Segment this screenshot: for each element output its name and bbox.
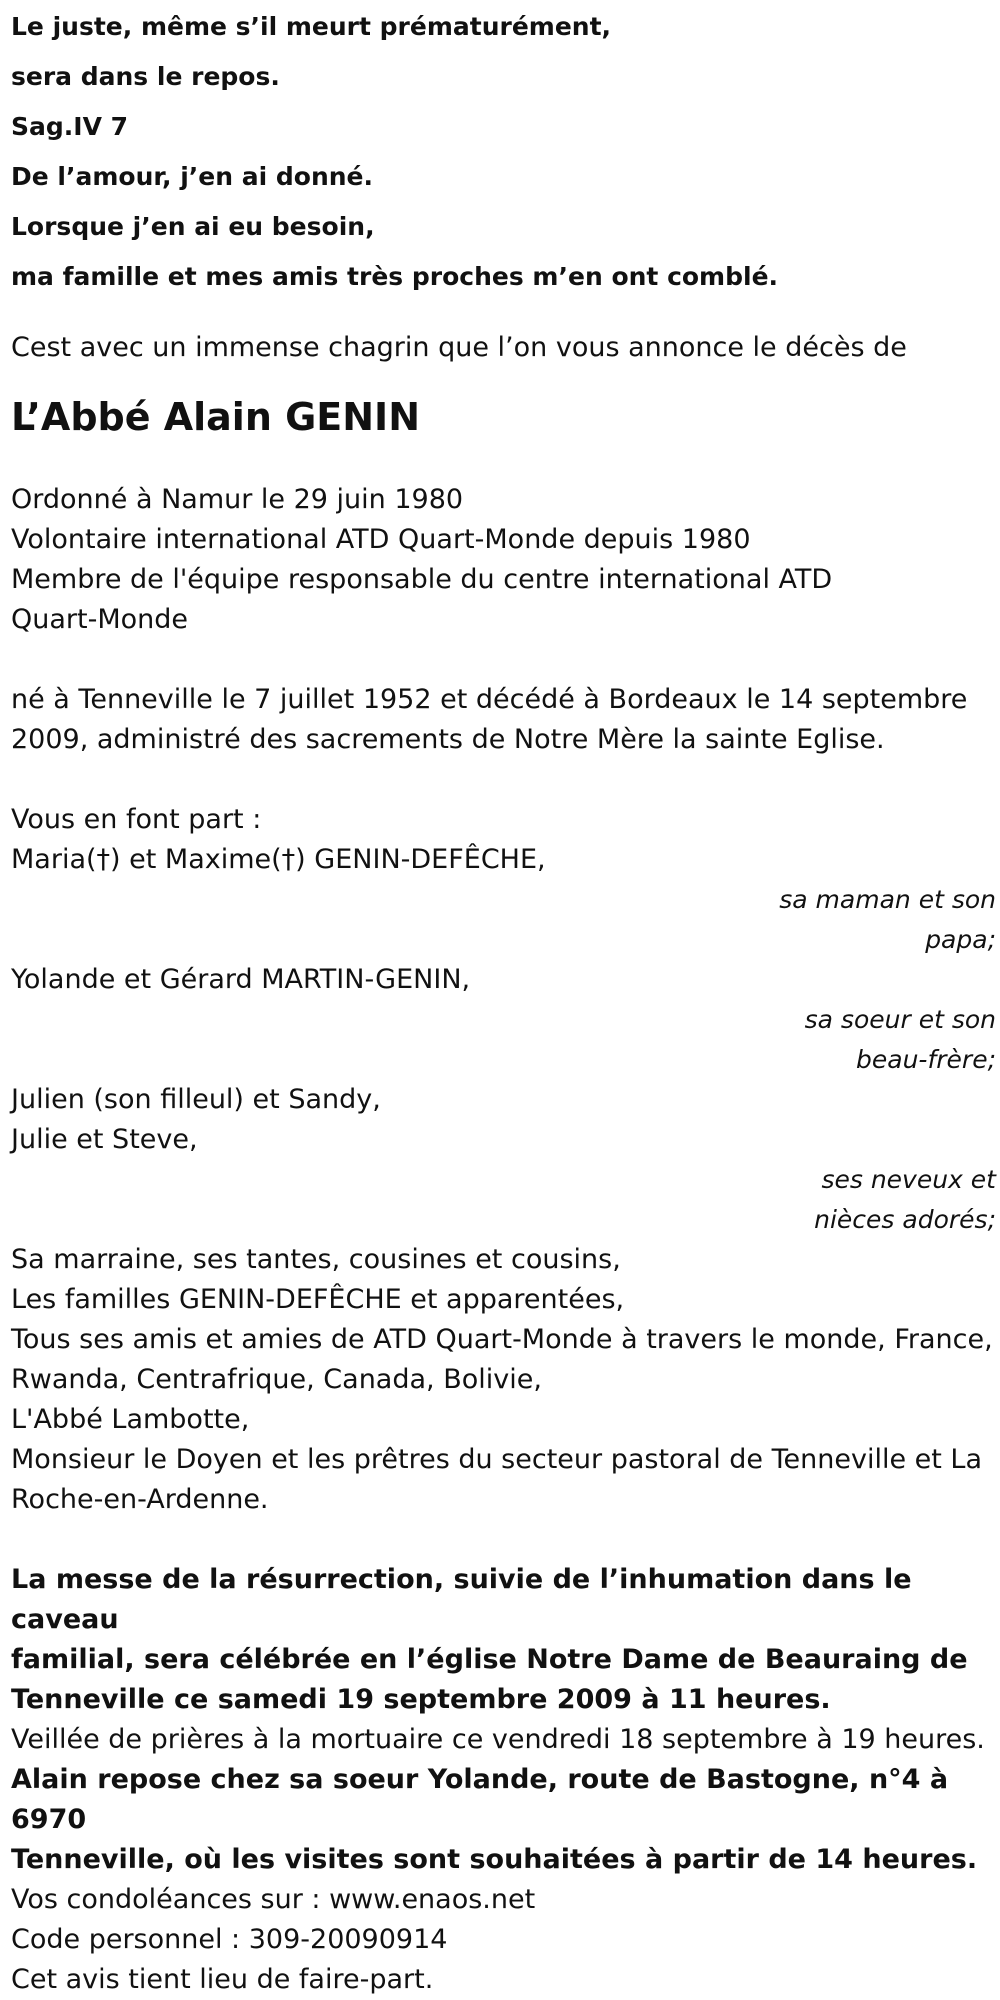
obituary-notice bbox=[11, 0, 996, 2000]
titles-section bbox=[11, 480, 996, 640]
others-line: Les familles GENIN-DEFÊCHE et apparentées, bbox=[11, 1284, 625, 1315]
announcers-heading: Vous en font part : bbox=[11, 804, 262, 835]
family-parents: Maria(†) et Maxime(†) GENIN-DEFÊCHE, bbox=[11, 844, 546, 875]
others-line: Monsieur le Doyen et les prêtres du secteur pastoral de Tenneville et La bbox=[11, 1444, 983, 1475]
family-nephew: Julien (son filleul) et Sandy, bbox=[11, 1084, 381, 1115]
announcement-intro: Cest avec un immense chagrin que l’on vous annonce le décès de bbox=[11, 332, 907, 363]
birth-death-line: né à Tenneville le 7 juillet 1952 et décédé à Bordeaux le 14 septembre bbox=[11, 684, 968, 715]
vigil-line: Veillée de prières à la mortuaire ce vendredi 18 septembre à 19 heures. bbox=[11, 1724, 985, 1755]
others-line: L'Abbé Lambotte, bbox=[11, 1404, 250, 1435]
funeral-section bbox=[11, 1560, 996, 2000]
faire-part-line: Cet avis tient lieu de faire-part. bbox=[11, 1964, 434, 1995]
verse-line: ma famille et mes amis très proches m’en ont comblé. bbox=[11, 262, 779, 291]
title-line: Volontaire international ATD Quart-Monde depuis 1980 bbox=[11, 524, 751, 555]
verse-line: Sag.IV 7 bbox=[11, 112, 129, 141]
verse-line: Lorsque j’en ai eu besoin, bbox=[11, 212, 375, 241]
mass-line: Tenneville ce samedi 19 septembre 2009 à 11 heures. bbox=[11, 1684, 831, 1715]
relation-parents: sa maman et son bbox=[779, 885, 996, 914]
others-line: Sa marraine, ses tantes, cousines et cousins, bbox=[11, 1244, 621, 1275]
verse-line: Le juste, même s’il meurt prématurément, bbox=[11, 12, 612, 41]
condolences-line: Vos condoléances sur : www.enaos.net bbox=[11, 1884, 536, 1915]
personal-code-line: Code personnel : 309-20090914 bbox=[11, 1924, 448, 1955]
relation-parents: papa; bbox=[925, 925, 996, 954]
family-section bbox=[11, 800, 996, 1520]
others-line: Rwanda, Centrafrique, Canada, Bolivie, bbox=[11, 1364, 542, 1395]
relation-nephews: nièces adorés; bbox=[814, 1205, 996, 1234]
title-line: Quart-Monde bbox=[11, 604, 189, 635]
opening-verse bbox=[11, 2, 996, 302]
mass-line: familial, sera célébrée en l’église Notre Dame de Beauraing de bbox=[11, 1644, 968, 1675]
mass-line: La messe de la résurrection, suivie de l’inhumation dans le caveau bbox=[11, 1564, 912, 1635]
title-line: Ordonné à Namur le 29 juin 1980 bbox=[11, 484, 464, 515]
title-line: Membre de l'équipe responsable du centre international ATD bbox=[11, 564, 833, 595]
deceased-name: L’Abbé Alain GENIN bbox=[11, 395, 421, 439]
visit-line: Tenneville, où les visites sont souhaitées à partir de 14 heures. bbox=[11, 1844, 978, 1875]
family-sister: Yolande et Gérard MARTIN-GENIN, bbox=[11, 964, 471, 995]
verse-line: sera dans le repos. bbox=[11, 62, 280, 91]
birth-death-line: 2009, administré des sacrements de Notre Mère la sainte Eglise. bbox=[11, 724, 885, 755]
relation-sister: beau-frère; bbox=[856, 1045, 996, 1074]
birth-death-section bbox=[11, 680, 996, 760]
verse-line: De l’amour, j’en ai donné. bbox=[11, 162, 374, 191]
others-line: Roche-en-Ardenne. bbox=[11, 1484, 269, 1515]
relation-nephews: ses neveux et bbox=[821, 1165, 996, 1194]
relation-sister: sa soeur et son bbox=[804, 1005, 996, 1034]
others-line: Tous ses amis et amies de ATD Quart-Monde à travers le monde, France, bbox=[11, 1324, 993, 1355]
visit-line: Alain repose chez sa soeur Yolande, route de Bastogne, n°4 à 6970 bbox=[11, 1764, 949, 1835]
family-nephew: Julie et Steve, bbox=[11, 1124, 198, 1155]
